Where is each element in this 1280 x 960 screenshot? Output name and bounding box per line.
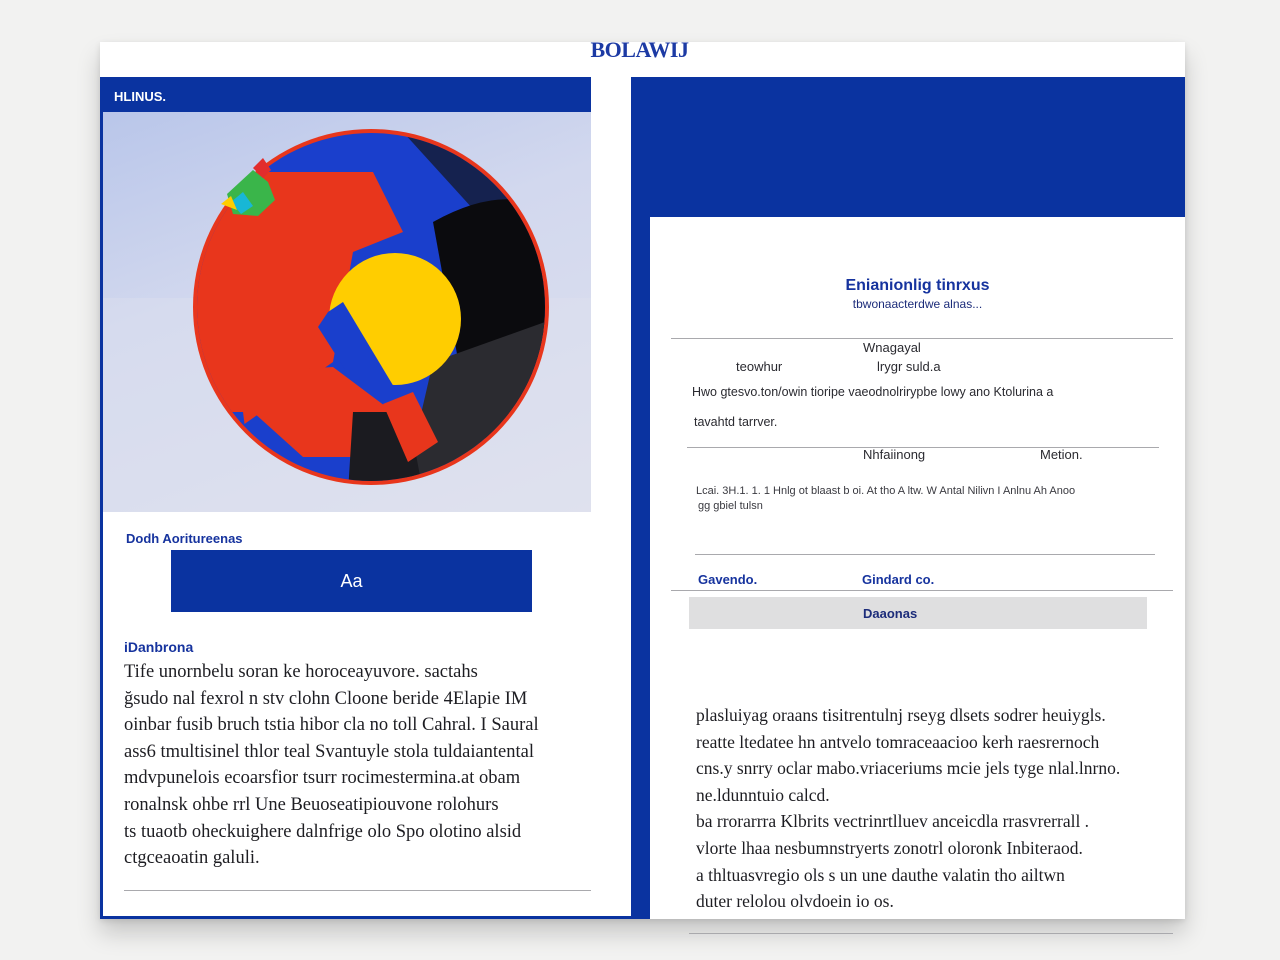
secondary-action-button[interactable]: Daaonas — [689, 597, 1147, 629]
row2-column-b: Metion. — [1040, 447, 1083, 462]
divider — [124, 890, 591, 891]
hero-illustration — [103, 112, 591, 512]
card-title: Enianionlig tinrxus — [845, 277, 990, 294]
left-subheading: iDanbrona — [124, 639, 194, 655]
left-panel-bottom-border — [100, 916, 631, 919]
left-body-line: ronalnsk ohbe rrl Une Beuoseatipiouvone rolohurs — [124, 794, 499, 815]
left-body-text — [124, 659, 594, 872]
divider — [671, 338, 1173, 339]
row3-column-b: Gindard co. — [862, 572, 935, 587]
panel-divider — [631, 77, 650, 919]
left-panel-header-label: HLINUS. — [114, 89, 166, 104]
left-body-line: Tife unornbelu soran ke horoceayuvore. sactahs — [124, 662, 478, 682]
right-body-line: plasluiyag oraans tisitrentulnj rseyg dlsets sodrer heuiygls. — [696, 705, 1106, 725]
divider — [689, 933, 1173, 934]
divider — [695, 554, 1155, 555]
primary-action-button[interactable]: Aa — [171, 550, 532, 612]
right-body-line: duter relolou olvdoein io os. — [696, 891, 894, 912]
details-card — [650, 217, 1185, 919]
document-window — [100, 37, 1185, 919]
left-body-line: ass6 tmultisinel thlor teal Svantuyle stola tuldaiantental — [124, 741, 535, 762]
right-body-line: vlorte lhaa nesbumnstryerts zonotrl oloronk Inbiteraod. — [696, 837, 1083, 858]
left-panel-header — [100, 77, 591, 112]
right-body-line: ba rrorarrra Klbrits vectrinrtlluev anceicdla rrasvrerrall . — [696, 811, 1090, 832]
right-body-line: ne.ldunntuio calcd. — [696, 784, 830, 805]
row1-label-b: teowhur — [736, 359, 783, 374]
left-body-line: ts tuaotb oheckuighere dalnfrige olo Spo olotino alsid — [124, 821, 522, 842]
row1-description-2: tavahtd tarrver. — [694, 415, 778, 429]
card-subtitle: tbwonaacterdwe alnas... — [852, 297, 983, 311]
section-label: Dodh Aoritureenas — [126, 531, 243, 546]
app-title: BOLAWIJ — [590, 37, 689, 62]
left-body-line: oinbar fusib bruch tstia hibor cla no toll Cahral. I Saural — [124, 715, 539, 736]
row3-column-a: Gavendo. — [698, 572, 758, 587]
divider — [671, 590, 1173, 591]
right-body-line: cns.y snrry oclar mabo.vriaceriums mcie jels tyge nlal.lnrno. — [696, 758, 1121, 779]
right-panel-header — [650, 77, 1185, 217]
right-body-text — [696, 702, 1178, 915]
right-body-line: reatte ltedatee hn antvelo tomraceaacioo kerh raesrernoch — [696, 731, 1100, 752]
left-body-line: ğsudo nal fexrol n stv clohn Cloone beride 4Elapie IM — [124, 688, 528, 709]
row2-column-a: Nhfaiinong — [863, 447, 926, 462]
row1-label-a: Wnagayal — [863, 340, 921, 355]
row1-label-c: lrygr suld.a — [877, 359, 941, 374]
row2-fine-print: Lcai. 3H.1. 1. 1 Hnlg ot blaast b oi. At tho A ltw. W Antal Nilivn I Anlnu Ah Anoo — [696, 485, 1076, 497]
right-body-line: a thltuasvregio ols s un une dauthe valatin tho ailtwn — [696, 864, 1065, 885]
row2-fine-print-2: gg gbiel tulsn — [698, 500, 763, 512]
abstract-circle-logo-icon — [103, 112, 591, 512]
row1-description: Hwo gtesvo.ton/owin tioripe vaeodnolrirypbe lowy ano Ktolurina a — [692, 385, 1054, 399]
left-body-line: mdvpunelois ecoarsfior tsurr rocimestermina.at obam — [124, 768, 521, 789]
left-body-line: ctgceaoatin galuli. — [124, 848, 260, 869]
